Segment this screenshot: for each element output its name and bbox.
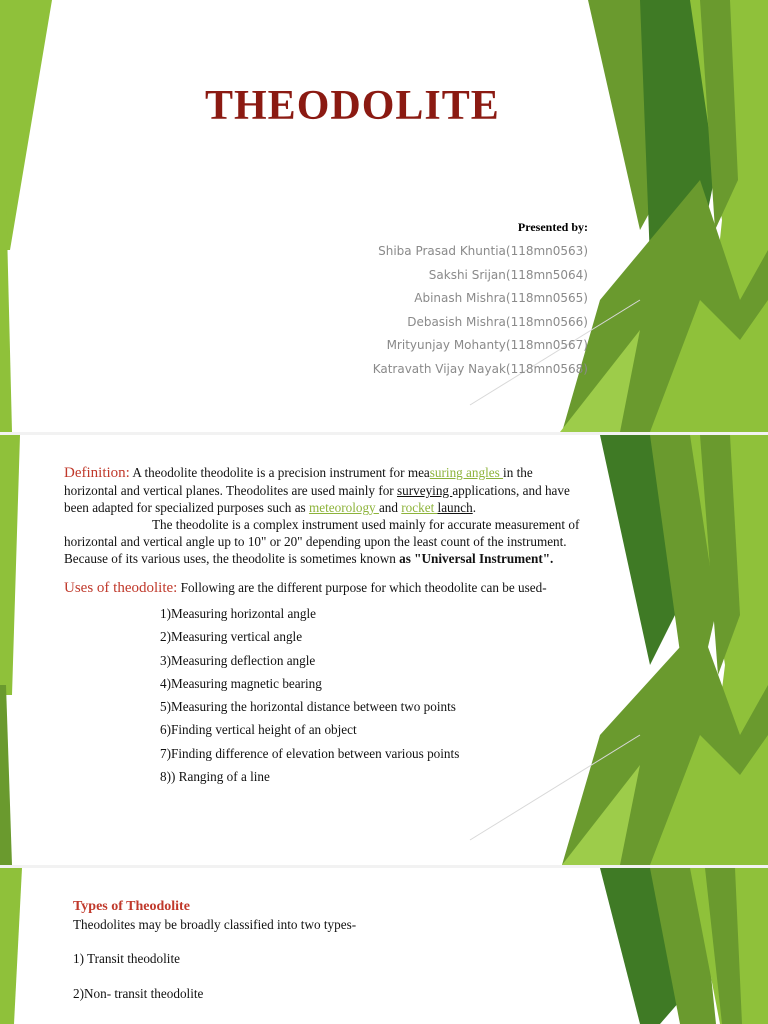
definition-label: Definition: — [64, 465, 130, 481]
presenter-name: Debasish Mishra(118mn0566) — [407, 314, 588, 329]
presenter-name: Sakshi Srijan(118mn5064) — [428, 267, 588, 282]
link-measuring-angles[interactable]: suring angles — [429, 465, 504, 480]
presenter-name: Shiba Prasad Khuntia(118mn0563) — [378, 244, 588, 258]
list-item: 8)) Ranging of a line — [160, 769, 270, 785]
list-item: 2)Non- transit theodolite — [73, 986, 204, 1001]
link-surveying[interactable]: surveying — [397, 483, 453, 498]
link-meteorology[interactable]: meteorology — [308, 500, 379, 515]
types-text — [73, 898, 573, 1002]
uses-list — [160, 602, 584, 788]
universal-instrument-paragraph — [64, 516, 584, 567]
definition-text-part: in the horizontal and vertical planes. Theodolites are used mainly for — [64, 465, 533, 498]
definition-text — [64, 464, 584, 788]
types-heading: Types of Theodolite — [73, 899, 190, 914]
list-item: 5)Measuring the horizontal distance between two points — [160, 699, 456, 715]
list-item: 1)Measuring horizontal angle — [160, 606, 317, 621]
presenter-name: Abinash Mishra(118mn0565) — [414, 291, 588, 305]
page-title: THEODOLITE — [205, 83, 500, 129]
uses-label: Uses of theodolite: — [64, 580, 178, 596]
list-item: 4)Measuring magnetic bearing — [160, 675, 322, 691]
uses-intro: Following are the different purpose for which theodolite can be used- — [177, 580, 547, 595]
types-intro: Theodolites may be broadly classified into two types- — [73, 917, 357, 932]
list-item: 2)Measuring vertical angle — [160, 629, 303, 645]
list-item: 6)Finding vertical height of an object — [160, 722, 357, 738]
uses-paragraph — [64, 579, 584, 597]
list-item: 3)Measuring deflection angle — [160, 652, 316, 668]
presenter-list — [373, 240, 588, 381]
slide-types — [0, 868, 768, 1024]
definition-text-part: . — [472, 500, 476, 515]
definition-text-part: applications, and have been adapted for specialized purposes such as — [64, 483, 570, 515]
definition-paragraph — [64, 464, 584, 516]
presented-by-label: Presented by: — [517, 220, 588, 234]
slide-definition — [0, 435, 768, 865]
paragraph-text: The theodolite is a complex instrument used mainly for accurate measurement of horizontal and vertical angle up to 10" or 20" depending upon the least count of the instrument. Because of its various uses, the theodolite is sometimes known — [64, 517, 580, 566]
list-item: 1) Transit theodolite — [73, 951, 180, 966]
list-item: 7)Finding difference of elevation between various points — [160, 745, 460, 761]
presenter-name: Katravath Vijay Nayak(118mn0568) — [372, 361, 588, 376]
definition-text-part: and — [378, 500, 402, 515]
presenter-name: Mrityunjay Mohanty(118mn0567) — [386, 338, 588, 352]
slide-title — [0, 0, 768, 432]
link-launch[interactable]: launch — [437, 500, 473, 515]
universal-instrument-bold: as "Universal Instrument". — [399, 551, 554, 566]
link-rocket[interactable]: rocket — [401, 500, 438, 515]
definition-text-part: A theodolite theodolite is a precision instrument for mea — [129, 465, 430, 480]
